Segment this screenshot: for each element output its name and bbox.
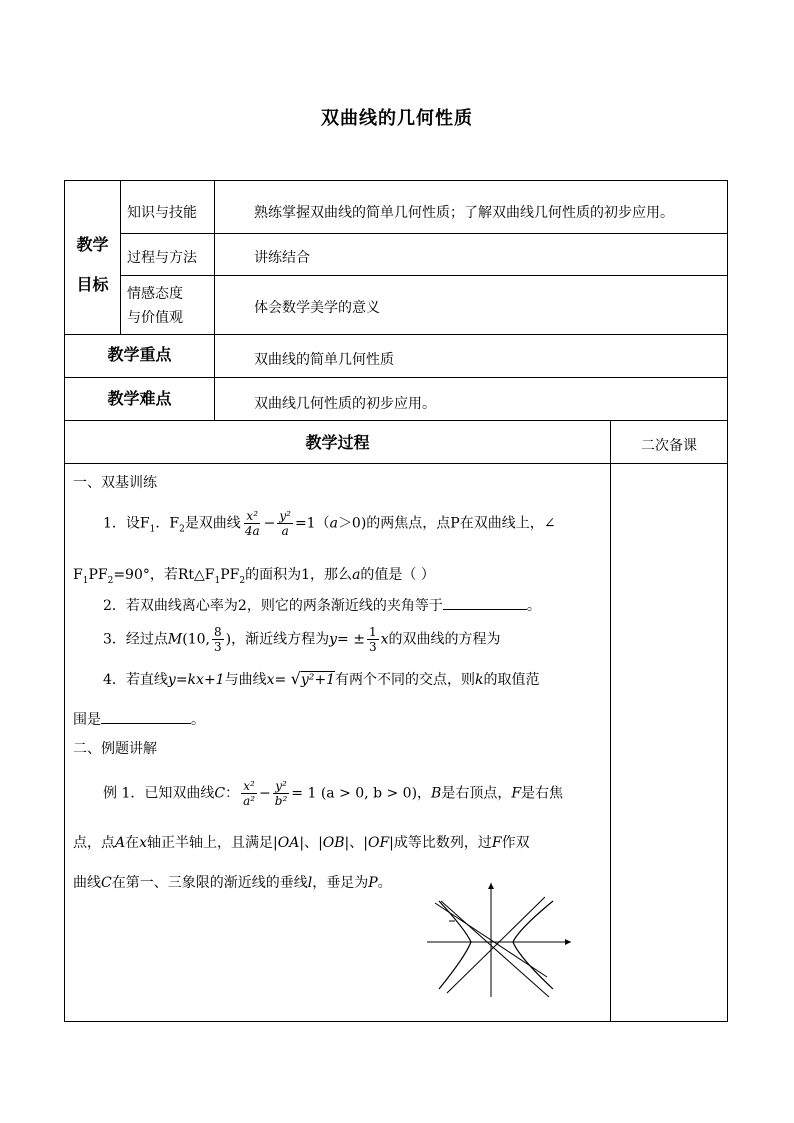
- objective-label-process: 过程与方法: [127, 250, 197, 266]
- example-1-line3: 曲线C在第一、三象限的渐近线的垂线l，垂足为P。: [73, 875, 392, 891]
- question-1-line1: 1．设$F_1$．$F_2$是双曲线 $\frac{\text{x²}}{4a}$ − $\frac{\text{y²}}{a}$ =1（a＞0)的两焦点，点P在双曲线上，∠: [103, 509, 556, 538]
- objective-content-attitude: 体会数学美学的意义: [254, 300, 380, 316]
- objective-content-knowledge: 熟练掌握双曲线的简单几何性质；了解双曲线几何性质的初步应用。: [254, 205, 674, 221]
- answer-blank: [443, 595, 527, 610]
- question-4-line1: 4．若直线y=kx+1与曲线x= √y²+1有两个不同的交点，则k的取值范: [103, 669, 540, 688]
- hyperbola-right-branch: [513, 901, 553, 989]
- side-notes-header: 二次备课: [641, 438, 697, 454]
- row-divider: [65, 420, 728, 421]
- row-divider: [120, 275, 728, 276]
- example-1-line1: 例 1．已知双曲线C： $\frac{\text{x²}}{\text{a²}}$ − $\frac{\text{y²}}{\text{b²}}$ = 1 (a > 0, b > 0)，B是右顶点，F是右焦: [103, 779, 564, 808]
- objectives-label-line1: 教学: [76, 235, 109, 254]
- objective-label-attitude: [127, 282, 183, 330]
- key-point-label: 教学重点: [107, 345, 172, 364]
- objectives-label: [65, 225, 120, 305]
- fraction: $\frac{\text{y²}}{a}$: [279, 509, 291, 538]
- question-4-line2: 围是 。: [73, 709, 603, 730]
- question-3: 3．经过点M(10, $\frac{8}{3}$ )，渐近线方程为y= ± $\frac{1}{3}$ x的双曲线的方程为: [103, 625, 501, 654]
- objective-label-attitude-line1: 情感态度: [127, 286, 183, 302]
- process-header: 教学过程: [305, 433, 370, 452]
- col-divider: [214, 181, 215, 420]
- example-1-line2: 点，点A在x轴正半轴上，且满足|OA|、|OB|、|OF|成等比数列，过F作双: [73, 835, 530, 851]
- difficult-point-content: 双曲线几何性质的初步应用。: [254, 396, 436, 412]
- row-divider: [65, 463, 728, 464]
- col-divider: [120, 181, 121, 334]
- page-title: 双曲线的几何性质: [321, 108, 473, 129]
- objective-label-knowledge: 知识与技能: [127, 205, 197, 221]
- answer-blank: [101, 709, 191, 724]
- fraction: $\frac{1}{3}$: [368, 625, 377, 654]
- key-point-content: 双曲线的简单几何性质: [254, 352, 394, 368]
- fraction: $\frac{\text{x²}}{4a}$: [244, 509, 260, 538]
- lesson-plan-table: [64, 180, 728, 1022]
- row-divider: [65, 334, 728, 335]
- section2-heading: 二、例题讲解: [73, 741, 157, 757]
- section1-heading: 一、双基训练: [73, 475, 157, 491]
- difficult-point-label: 教学难点: [107, 389, 172, 408]
- fraction: $\frac{\text{x²}}{\text{a²}}$: [243, 779, 256, 808]
- hyperbola-figure: [421, 879, 573, 1003]
- objective-label-attitude-line2: 与价值观: [127, 310, 183, 326]
- row-divider: [120, 233, 728, 234]
- fraction: $\frac{8}{3}$: [214, 625, 222, 654]
- asymptote-line: [447, 897, 545, 993]
- fraction: $\frac{\text{y²}}{\text{b²}}$: [274, 779, 288, 808]
- hyperbola-left-branch: [439, 901, 471, 989]
- question-2: 2．若双曲线离心率为2，则它的两条渐近线的夹角等于 。: [103, 595, 633, 616]
- objective-content-process: 讲练结合: [254, 250, 310, 266]
- question-1-line2: $F_1PF_2=90^\circ$，若$Rt\triangle F_1PF_2$的面积为1，那么a的值是（ ）: [73, 567, 435, 586]
- row-divider: [65, 377, 728, 378]
- objectives-label-line2: 目标: [76, 275, 109, 294]
